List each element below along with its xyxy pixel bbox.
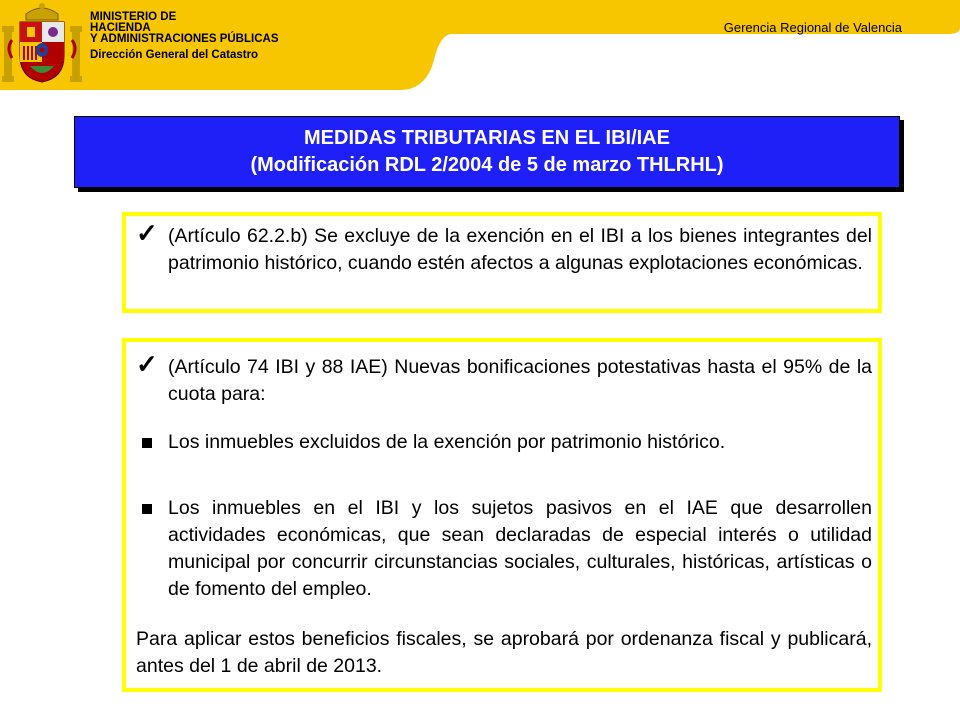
article-62-box [122,212,882,313]
coat-of-arms-logo [2,0,82,86]
bullet-item-2: Los inmuebles en el IBI y los sujetos pasivos en el IAE que desarrollen actividades económicas, que sean declaradas de especial interés o utilidad municipal por concurrir circunstancias sociales, culturales, históricas, artísticas o de fomento del empleo. [168,497,872,600]
bullet-item-1: Los inmuebles excluidos de la exención por patrimonio histórico. [168,431,726,453]
title-line1: MEDIDAS TRIBUTARIAS EN EL IBI/IAE [304,127,670,149]
ministry-line3: Y ADMINISTRACIONES PÚBLICAS [90,33,279,45]
square-bullet-icon [142,504,152,514]
checkmark-icon: ✓ [136,349,158,379]
ministry-line2: HACIENDA [90,22,151,34]
article-74-box [122,338,882,692]
closing-text: Para aplicar estos beneficios fiscales, se aprobará por ordenanza fiscal y publicará, antes del 1 de abril de 2013. [136,628,872,677]
title-box [74,116,900,188]
article-74-intro: (Artículo 74 IBI y 88 IAE) Nuevas bonificaciones potestativas hasta el 95% de la cuota para: [168,356,872,405]
ministry-name [90,12,279,61]
article-62-text: (Artículo 62.2.b) Se excluye de la exención en el IBI a los bienes integrantes del patrimonio histórico, cuando estén afectos a algunas explotaciones económicas. [168,225,872,274]
region-name: Gerencia Regional de Valencia [723,20,902,35]
square-bullet-icon [142,438,152,448]
directorate-name: Dirección General del Catastro [90,49,259,61]
checkmark-icon: ✓ [136,218,158,248]
title-line2: (Modificación RDL 2/2004 de 5 de marzo THLRHL) [250,154,724,176]
ministry-line1: MINISTERIO DE [90,11,177,23]
